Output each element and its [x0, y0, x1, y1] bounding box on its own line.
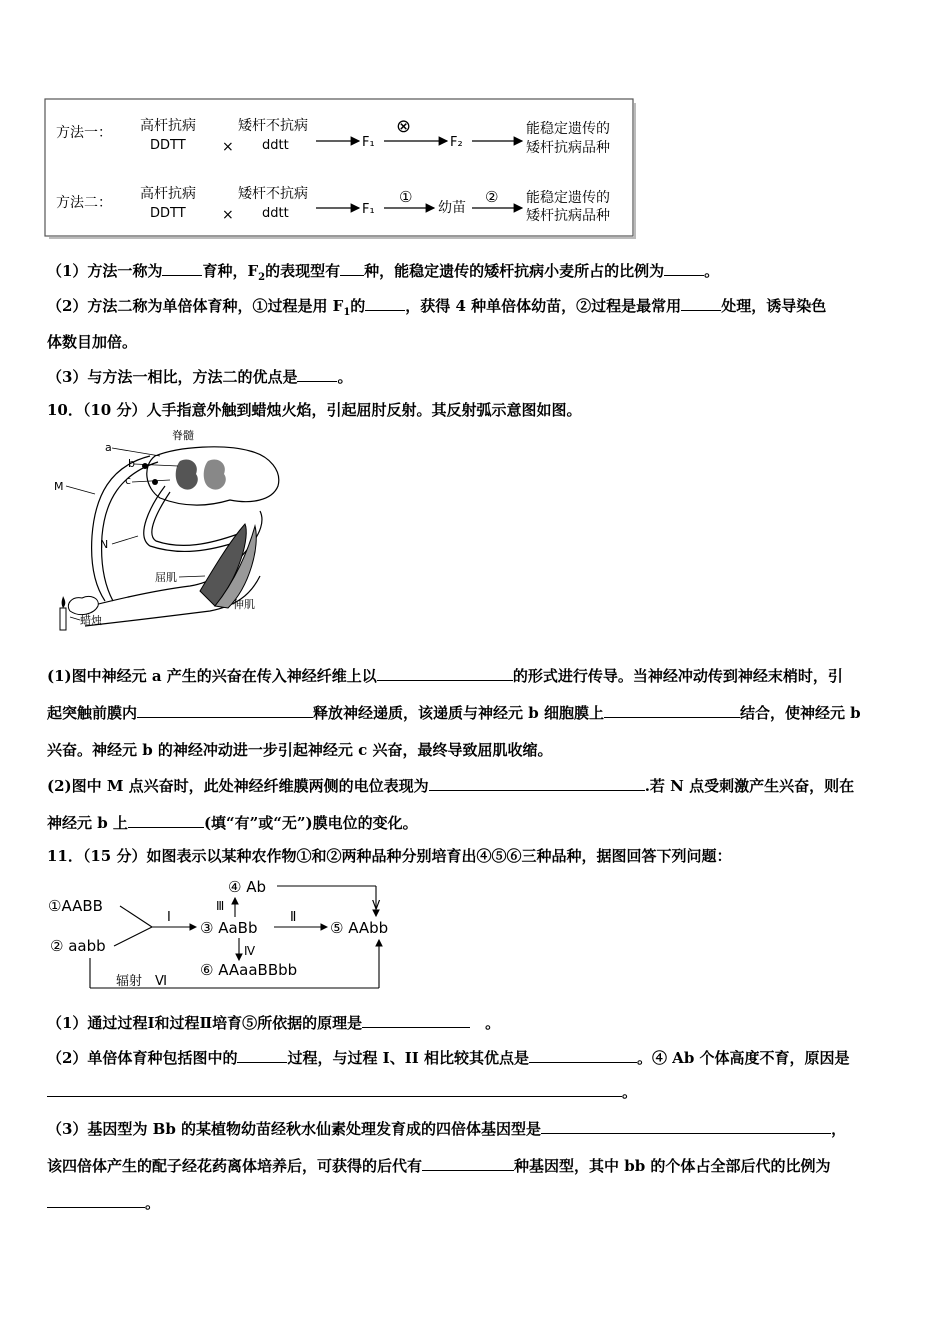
answer-blank[interactable]: [340, 261, 364, 276]
process-iii-label: Ⅲ: [216, 899, 225, 913]
answer-blank[interactable]: [664, 261, 704, 276]
q9-part2-cont: 体数目加倍。: [47, 333, 138, 351]
answer-blank[interactable]: [47, 1193, 145, 1208]
f2-label: F₂: [450, 135, 463, 150]
answer-blank[interactable]: [604, 703, 740, 718]
step1-label: ①: [399, 188, 413, 206]
result-line1: 能稳定遗传的: [526, 190, 610, 206]
q9-part3: （3）与方法一相比，方法二的优点是 。: [47, 368, 353, 386]
q9-part1: （1）方法一称为 育种，$F_2$的表现型有 种，能稳定遗传的矮杆抗病小麦所占的比例为 。: [47, 262, 720, 283]
process-ii-label: Ⅱ: [290, 910, 297, 925]
q11-part1: （1）通过过程Ⅰ和过程Ⅱ培育⑤所依据的原理是 。: [47, 1014, 501, 1032]
selfing-icon: ⊗: [396, 116, 412, 137]
answer-blank[interactable]: [237, 1048, 287, 1063]
result-line1: 能稳定遗传的: [526, 121, 610, 137]
cross-symbol: ×: [222, 139, 234, 155]
reflex-arc-figure: [50, 426, 280, 636]
neuron-b-label: b: [128, 457, 135, 470]
parent1-trait: 高杆抗病: [140, 186, 196, 202]
neuron-a-label: a: [105, 441, 112, 454]
parent1-genotype: DDTT: [150, 138, 186, 153]
q11-part2-line2: 。: [47, 1082, 637, 1102]
answer-blank[interactable]: [541, 1119, 831, 1134]
extensor-label: 伸肌: [233, 598, 255, 611]
q10-part1-line1: (1)图中神经元 a 产生的兴奋在传入神经纤维上以 的形式进行传导。当神经冲动传到神经末梢时，引: [47, 667, 843, 685]
parent1-trait: 高杆抗病: [140, 118, 196, 134]
parent2-genotype: ddtt: [262, 206, 289, 221]
parent2-trait: 矮杆不抗病: [238, 118, 308, 134]
q10-part2-line1: (2)图中 M 点兴奋时，此处神经纤维膜两侧的电位表现为 .若 N 点受刺激产生兴奋，则在: [47, 777, 855, 795]
candle-label: 蜡烛: [80, 614, 102, 627]
method2-label: 方法二：: [56, 195, 112, 211]
answer-blank[interactable]: [137, 703, 313, 718]
parent-1-node: ①AABB: [48, 897, 103, 915]
q11-part3-line1: （3）基因型为 Bb 的某植物幼苗经秋水仙素处理发育成的四倍体基因型是 ，: [47, 1120, 847, 1138]
process-vi-label: 辐射 Ⅵ: [116, 974, 167, 989]
answer-blank[interactable]: [681, 296, 721, 311]
step2-label: ②: [485, 188, 499, 206]
q11-part3-line3: 。: [47, 1193, 160, 1213]
parent2-genotype: ddtt: [262, 138, 289, 153]
flexor-label: 屈肌: [155, 571, 177, 584]
method1-label: 方法一：: [56, 125, 112, 141]
answer-blank[interactable]: [429, 776, 645, 791]
crop-breeding-figure: [44, 874, 414, 998]
answer-blank[interactable]: [422, 1156, 514, 1171]
answer-blank[interactable]: [162, 261, 202, 276]
q10-part1-line3: 兴奋。神经元 b 的神经冲动进一步引起神经元 c 兴奋，最终导致屈肌收缩。: [47, 741, 553, 759]
spinal-cord-label: 脊髓: [172, 429, 194, 442]
parent1-genotype: DDTT: [150, 206, 186, 221]
f1-label: F₁: [362, 202, 375, 217]
answer-blank[interactable]: [365, 296, 405, 311]
answer-blank[interactable]: [47, 1082, 622, 1097]
node-6: ⑥ AAaaBBbb: [200, 961, 298, 979]
answer-blank[interactable]: [297, 367, 337, 382]
node-4: ④ Ab: [228, 878, 266, 896]
parent-2-node: ② aabb: [50, 937, 106, 955]
process-v-label: Ⅴ: [372, 898, 381, 912]
cross-symbol: ×: [222, 207, 234, 223]
q10-part2-line2: 神经元 b 上 (填“有”或“无”)膜电位的变化。: [47, 814, 418, 832]
node-3: ③ AaBb: [200, 919, 258, 937]
parent2-trait: 矮杆不抗病: [238, 186, 308, 202]
answer-blank[interactable]: [377, 666, 513, 681]
breeding-methods-figure: [44, 98, 638, 241]
q11-part3-line2: 该四倍体产生的配子经花药离体培养后，可获得的后代有 种基因型，其中 bb 的个体占全部后代的比例为: [47, 1157, 831, 1175]
point-n-label: N: [100, 538, 109, 551]
f1-label: F₁: [362, 135, 375, 150]
neuron-c-label: c: [125, 474, 132, 487]
seedling-label: 幼苗: [438, 200, 466, 216]
result-line2: 矮杆抗病品种: [526, 208, 610, 224]
answer-blank[interactable]: [128, 813, 204, 828]
q10-part1-line2: 起突触前膜内 释放神经递质，该递质与神经元 b 细胞膜上 结合，使神经元 b: [47, 704, 861, 722]
q11-part2-line1: （2）单倍体育种包括图中的 过程，与过程 I、II 相比较其优点是 。④ Ab 个体高度不育，原因是: [47, 1049, 850, 1067]
node-5: ⑤ AAbb: [330, 919, 389, 937]
q9-part2: （2）方法二称为单倍体育种，①过程是用 $F_1$的 ，获得 4 种单倍体幼苗，②过程是最常用 处理，诱导染色: [47, 297, 827, 318]
process-iv-label: Ⅳ: [244, 944, 256, 958]
result-line2: 矮杆抗病品种: [526, 140, 610, 156]
answer-blank[interactable]: [362, 1013, 470, 1028]
answer-blank[interactable]: [529, 1048, 637, 1063]
point-m-label: M: [54, 480, 64, 493]
process-i-label: Ⅰ: [167, 910, 171, 925]
q10-title: 10．（10 分）人手指意外触到蜡烛火焰，引起屈肘反射。其反射弧示意图如图。: [47, 401, 582, 419]
q11-title: 11．（15 分）如图表示以某种农作物①和②两种品种分别培育出④⑤⑥三种品种，据图回答下列问题：: [47, 847, 732, 865]
